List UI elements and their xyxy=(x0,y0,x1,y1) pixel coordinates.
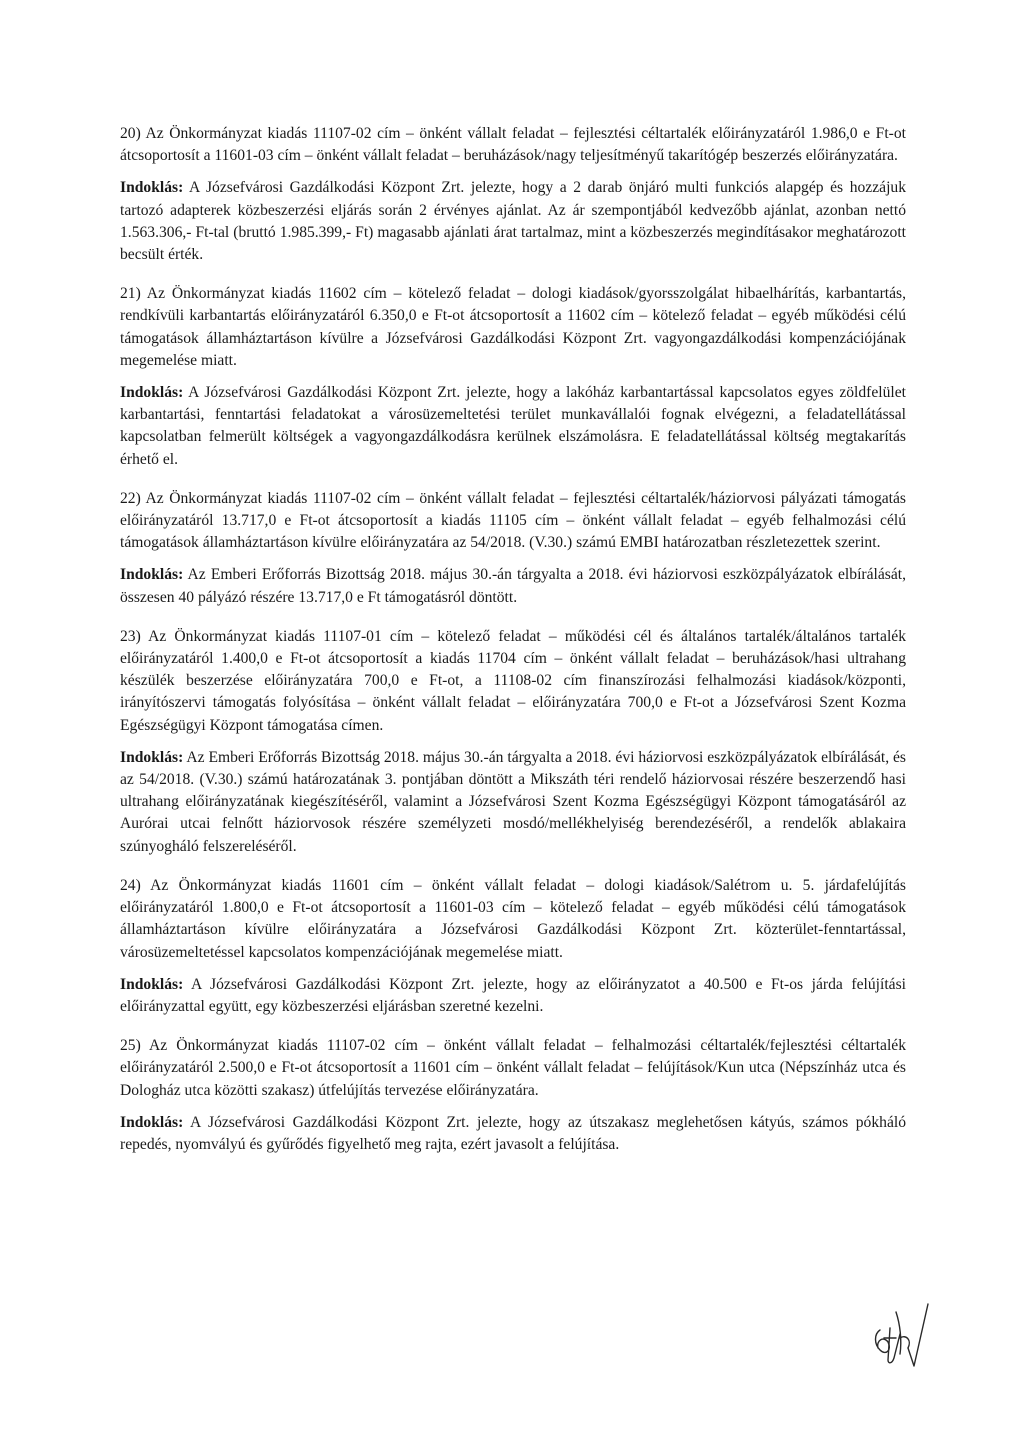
item-21: 21) Az Önkormányzat kiadás 11602 cím – kötelező feladat – dologi kiadások/gyorsszolgálat hibaelhárítás, karbantartás, rendkívüli karbantartás előirányzatáról 6.350,0 e Ft-ot átcsoportosít a 11602 cím – kötelező feladat – egyéb működési célú támogatások államháztartáson kívülre a Józsefvárosi Gazdálkodási Központ Zrt. vagyongazdálkodási kompenzációjának megemelése miatt. xyxy=(120,285,906,369)
justification-label: Indoklás: xyxy=(120,748,184,766)
justification-text: Az Emberi Erőforrás Bizottság 2018. május 30.-án tárgyalta a 2018. évi háziorvosi eszközpályázatok elbírálását, összesen 40 pályázó részére 13.717,0 e Ft támogatásról döntött. xyxy=(120,566,906,606)
justification-24 xyxy=(120,974,906,1018)
justification-label: Indoklás: xyxy=(120,1113,184,1131)
item-24: 24) Az Önkormányzat kiadás 11601 cím – önként vállalt feladat – dologi kiadások/Salétrom u. 5. járdafelújítás előirányzatáról 1.800,0 e Ft-ot átcsoportosít a 11601-03 cím – kötelező feladat – egyéb működési célú támogatások államháztartáson kívülre előirányzatára a Józsefvárosi Gazdálkodási Központ Zrt. közterület-fenntartással, városüzemeltetéssel kapcsolatos kompenzációjának megemelése miatt. xyxy=(120,876,906,961)
item-25: 25) Az Önkormányzat kiadás 11107-02 cím – önként vállalt feladat – felhalmozási céltartalék/fejlesztési céltartalék előirányzatáról 2.500,0 e Ft-ot átcsoportosít a 11601 cím – önként vállalt feladat – felújítások/Kun utca (Népszínház utca és Dologház utca közötti szakasz) útfelújítás tervezése előirányzatára. xyxy=(120,1037,906,1099)
justification-25 xyxy=(120,1112,906,1156)
item-20: 20) Az Önkormányzat kiadás 11107-02 cím – önként vállalt feladat – fejlesztési céltartalék előirányzatáról 1.986,0 e Ft-ot átcsoportosít a 11601-03 cím – önként vállalt feladat – beruházások/nagy teljesítményű takarítógép beszerzés előirányzatára. xyxy=(120,125,906,165)
justification-23 xyxy=(120,747,906,858)
justification-label: Indoklás: xyxy=(120,566,184,584)
justification-text: A Józsefvárosi Gazdálkodási Központ Zrt. jelezte, hogy a 2 darab önjáró multi funkciós alapgép és hozzájuk tartozó adapterek közbeszerzési eljárás során 2 érvényes ajánlat. Az ár szempontjából kedvezőbb ajánlat, azonban nettó 1.563.306,- Ft-tal (bruttó 1.985.399,- Ft) magasabb ajánlati árat tartalmaz, mint a közbeszerzés megindításakor meghatározott becsült érték. xyxy=(120,179,906,264)
justification-text: Az Emberi Erőforrás Bizottság 2018. május 30.-án tárgyalta a 2018. évi háziorvosi eszközpályázatok elbírálását, és az 54/2018. (V.30.) számú határozatának 3. pontjában döntött a Mikszáth téri rendelő háziorvosai részére beszerzendő hasi ultrahang előirányzatának kiegészítéséről, valamint a Józsefvárosi Szent Kozma Egészségügyi Központ támogatásáról az Aurórai utcai felnőtt háziorvosok részére személyzeti mosdó/mellékhelyiség berendezéséről, a rendelők ablakaira szúnyogháló felszereléséről. xyxy=(120,748,906,855)
handwritten-signature xyxy=(866,1294,936,1374)
justification-label: Indoklás: xyxy=(120,179,184,197)
item-22: 22) Az Önkormányzat kiadás 11107-02 cím – önként vállalt feladat – fejlesztési céltartalék/háziorvosi pályázati támogatás előirányzatáról 13.717,0 e Ft-ot átcsoportosít a kiadás 11105 cím – önként vállalt feladat – egyéb felhalmozási célú támogatások államháztartáson kívülre előirányzatára az 54/2018. (V.30.) számú EMBI határozatban részletezettek szerint. xyxy=(120,489,906,552)
justification-20 xyxy=(120,177,906,266)
justification-label: Indoklás: xyxy=(120,975,184,993)
justification-21 xyxy=(120,382,906,471)
item-23: 23) Az Önkormányzat kiadás 11107-01 cím – kötelező feladat – működési cél és általános tartalék/általános tartalék előirányzatáról 1.400,0 e Ft-ot átcsoportosít a kiadás 11704 cím – önként vállalt feladat – beruházások/hasi ultrahang készülék beszerzése előirányzatára 700,0 e Ft-ot, a 11108-02 cím finanszírozási felhalmozási kiadások/központi, irányítószervi támogatás folyósítása – önként vállalt feladat – előirányzatára 700,0 e Ft-ot a Józsefvárosi Szent Kozma Egészségügyi Központ támogatása címen. xyxy=(120,627,906,734)
justification-label: Indoklás: xyxy=(120,384,184,402)
justification-text: A Józsefvárosi Gazdálkodási Központ Zrt. jelezte, hogy az útszakasz meglehetősen kátyús, számos pókháló repedés, nyomvályú és gyűrődés figyelhető meg rajta, ezért javasolt a felújítása. xyxy=(120,1113,906,1153)
justification-22 xyxy=(120,564,906,608)
justification-text: A Józsefvárosi Gazdálkodási Központ Zrt. jelezte, hogy a lakóház karbantartással kapcsolatos egyes zöldfelület karbantartási, fenntartási feladatokat a városüzemeltetési terület munkavállalói fognak elvégezni, a feladatellátással kapcsolatban felmerült költségek a vagyongazdálkodásra kerülnek elszámolásra. E feladatellátással költség megtakarítás érhető el. xyxy=(120,384,906,468)
justification-text: A Józsefvárosi Gazdálkodási Központ Zrt. jelezte, hogy az előirányzatot a 40.500 e Ft-os járda felújítási előirányzattal együtt, egy közbeszerzési eljárásban szeretné kezelni. xyxy=(120,975,906,1015)
